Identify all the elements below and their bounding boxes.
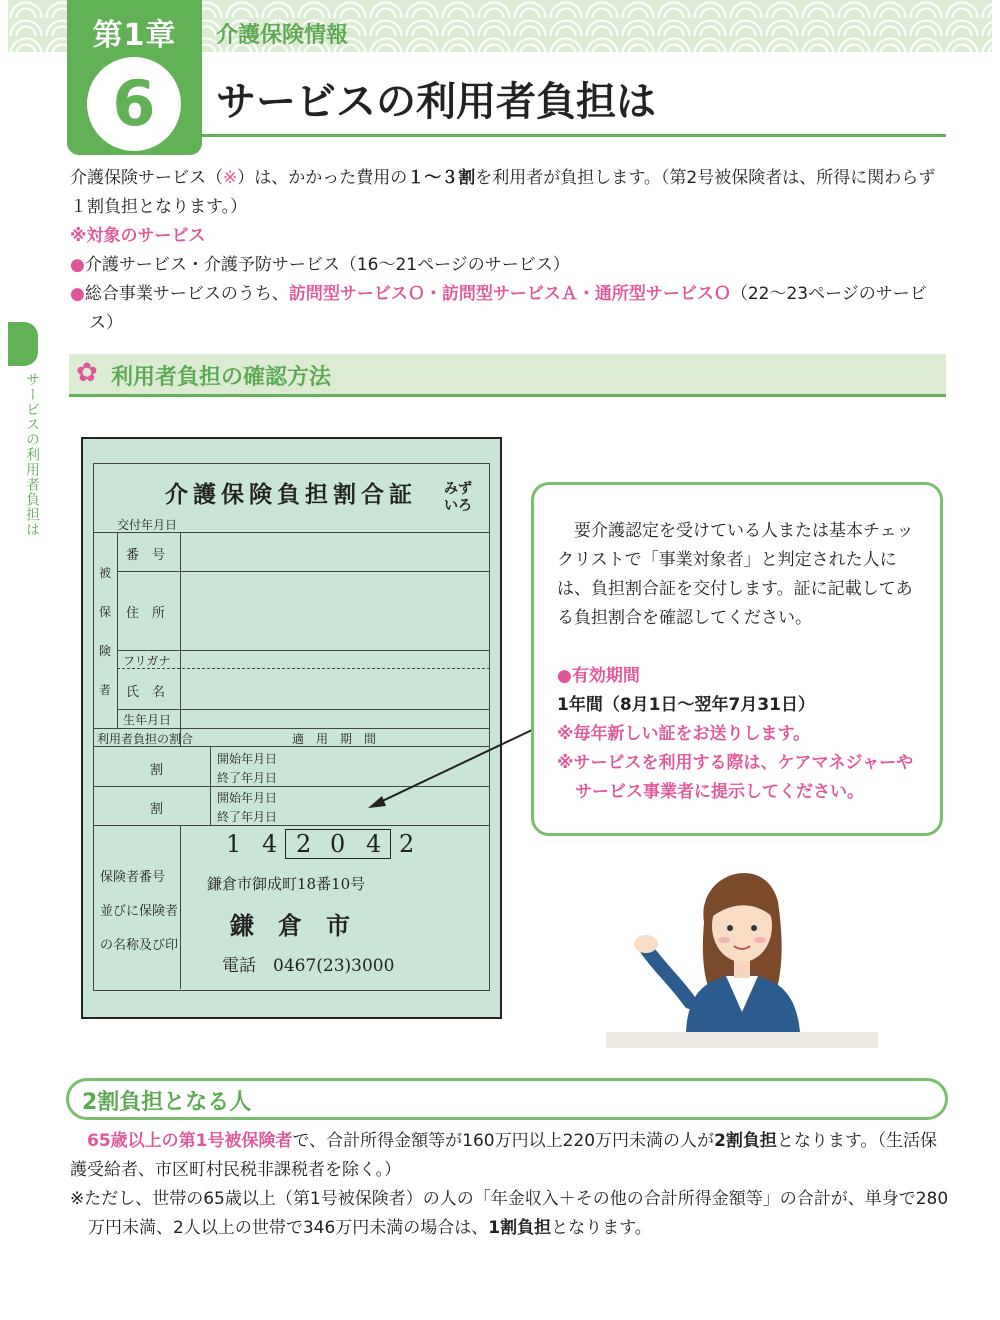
callout-spacer	[557, 633, 922, 662]
card-vline	[117, 532, 118, 728]
bottom-para-1	[70, 1127, 950, 1185]
insurer-digit: 0	[330, 830, 346, 858]
card-line	[117, 709, 490, 710]
validity-period: 1年間（8月1日～翌年7月31日）	[557, 695, 815, 715]
callout-body: 要介護認定を受けている人または基本チェックリストで「事業対象者」と判定された人には、負担割合証を交付します。証に記載してある負担割合を確認してください。	[557, 521, 914, 628]
intro-text-c: を利用者が負担します。（第2号被保険者は、所得に関わらず１割負担となります。）	[70, 168, 936, 217]
insurer-digit: 4	[262, 830, 278, 858]
card-title: 介護保険負担割合証	[165, 481, 417, 508]
bullet-1-text: 介護サービス・介護予防サービス（16～21ページのサービス）	[84, 255, 570, 275]
intro-ratio: １～３割	[407, 168, 476, 188]
insurer-phone: 電話 0467(23)3000	[222, 956, 395, 976]
bullet-icon: ●	[70, 284, 85, 304]
ratio-value-1: 割	[150, 763, 164, 778]
para-1-text-b: となります。（生活保護受給者、市区町村民税非課税者を除く。）	[70, 1131, 938, 1180]
name-label: 氏 名	[126, 685, 166, 700]
bullet-item-1	[70, 251, 950, 280]
bottom-para-2	[70, 1185, 950, 1243]
insurer-digit: 2	[296, 830, 312, 858]
insurer-address: 鎌倉市御成町18番10号	[207, 875, 366, 893]
insurer-label-1: 保険者番号	[100, 870, 166, 885]
insured-char: 者	[99, 683, 112, 697]
target-heading: ※対象のサービス	[70, 226, 206, 246]
card-line	[117, 668, 490, 670]
callout-text	[557, 517, 922, 807]
callout-note-2: ※サービスを利用する際は、ケアマネジャーやサービス事業者に提示してください。	[557, 753, 914, 802]
card-line	[117, 571, 490, 572]
side-tab-text: サービスの利用者負担は	[24, 372, 40, 537]
flower-icon: ✿	[76, 358, 98, 388]
bullet-icon: ●	[70, 255, 85, 275]
insurer-name: 鎌 倉 市	[230, 911, 350, 940]
furigana-label: フリガナ	[123, 654, 171, 668]
para-1-text-a: で、合計所得金額等が160万円以上220万円未満の人が	[292, 1131, 715, 1151]
card-vline	[210, 746, 211, 825]
chapter-number: 6	[87, 57, 181, 151]
section-label: 介護保険情報	[216, 23, 349, 48]
address-label: 住 所	[126, 606, 166, 621]
validity-heading: ●有効期間	[557, 666, 640, 686]
card-color-label: みず いろ	[444, 481, 472, 514]
number-label: 番 号	[126, 548, 166, 563]
insurer-digit: 4	[366, 830, 382, 858]
bullet-2-services: 訪問型サービスＯ・訪問型サービスＡ・通所型サービスＯ	[288, 284, 731, 304]
card-vline	[180, 532, 181, 728]
end-date-1: 終了年月日	[217, 771, 278, 785]
end-date-2: 終了年月日	[217, 810, 278, 824]
subheading-title: 利用者負担の確認方法	[111, 365, 332, 390]
intro-text-a: 介護保険サービス（	[70, 168, 223, 188]
first-insured-text: 65歳以上の第1号被保険者	[87, 1131, 293, 1151]
insurer-label-3: の名称及び印	[100, 938, 179, 953]
card-line	[117, 650, 490, 651]
intro-asterisk: ※	[223, 168, 238, 188]
insured-char: 険	[99, 644, 112, 658]
insurer-digit: 1	[226, 830, 242, 858]
ratio-label: 利用者負担の割合	[97, 732, 194, 746]
two-tenths-text: 2割負担	[714, 1131, 777, 1151]
start-date-1: 開始年月日	[217, 752, 278, 766]
insured-char: 被	[99, 566, 112, 580]
insurer-label-2: 並びに保険者	[100, 904, 179, 919]
bullet-2-text-b: （22～23ページのサービス）	[89, 284, 927, 333]
bullet-2-text-a: 総合事業サービスのうち、	[84, 284, 289, 304]
issue-date-label: 交付年月日	[117, 518, 178, 532]
card-vline	[180, 825, 181, 989]
chapter-label: 第1章	[92, 18, 177, 53]
staff-illustration	[606, 852, 878, 1048]
one-tenth-text: 1割負担	[488, 1218, 552, 1238]
title-rule	[202, 134, 946, 137]
card-line	[93, 825, 490, 826]
intro-text-b: ）は、かかった費用の	[237, 168, 408, 188]
para-2-text-b: となります。	[551, 1218, 652, 1238]
bottom-paragraph	[70, 1127, 950, 1243]
ratio-value-2: 割	[150, 802, 164, 817]
start-date-2: 開始年月日	[217, 791, 278, 805]
birth-label: 生年月日	[123, 713, 172, 727]
insurer-digit: 2	[399, 830, 415, 858]
page-title: サービスの利用者負担は	[216, 79, 656, 125]
side-tab	[8, 322, 38, 366]
card-line	[93, 532, 490, 533]
intro-paragraph	[70, 164, 950, 338]
arrow-icon	[360, 720, 540, 820]
para-2-text-a: ※ただし、世帯の65歳以上（第1号被保険者）の人の「年金収入＋その他の合計所得金額等」の合計が、単身で280万円未満、2人以上の世帯で346万円未満の場合は、	[70, 1189, 949, 1238]
intro-text	[70, 164, 950, 222]
insured-char: 保	[99, 605, 112, 619]
callout-note-1: ※毎年新しい証をお送りします。	[557, 724, 811, 744]
two-tenths-heading: 2割負担となる人	[82, 1090, 252, 1115]
period-label: 適 用 期 間	[292, 732, 377, 746]
bullet-item-2	[70, 280, 950, 338]
